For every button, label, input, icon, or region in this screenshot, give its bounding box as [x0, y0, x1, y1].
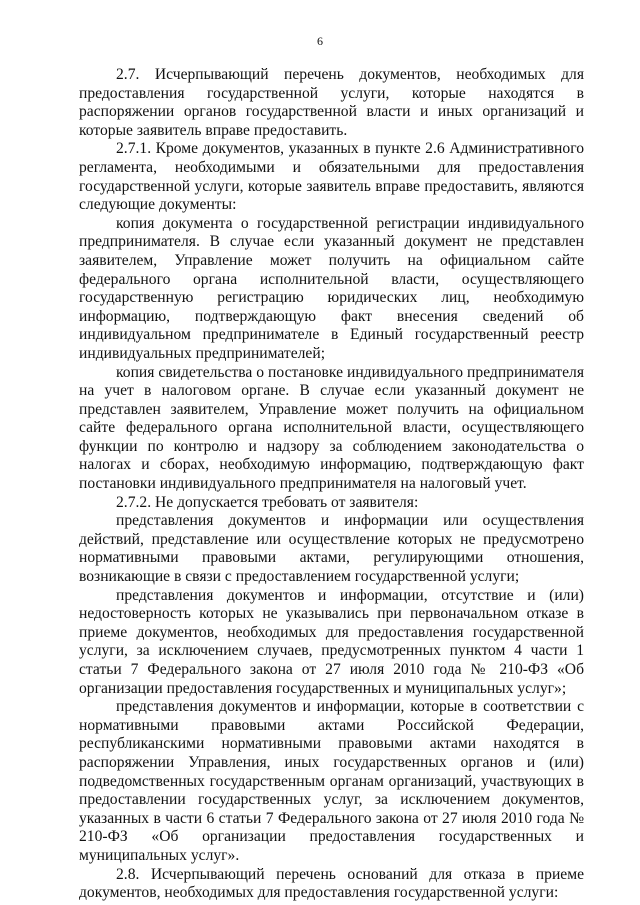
paragraph-prohibited-actions: представления документов и информации или осуществления действий, представление или осуществление которых не предусмотрено нормативными правовыми актами, регулирующими отношения, возникающие в связи с предоставлением государственной услуги; [79, 512, 584, 586]
paragraph-2-7: 2.7. Исчерпывающий перечень документов, необходимых для предоставления государственной услуги, которые находятся в распоряжении органов государственной власти и иных организаций и которые заявитель вправе предоставить. [79, 66, 584, 139]
paragraph-registration-copy: копия документа о государственной регистрации индивидуального предпринимателя. В случае если указанный документ не представлен заявителем, Управление может получить на официальном сайте федерального органа исполнительной власти, осуществляющего государственную регистрацию юридических лиц, необходимую информацию, подтверждающую факт внесения сведений об индивидуальном предпринимателе в Единый государственный реестр индивидуальных предпринимателей; [79, 214, 584, 362]
paragraph-tax-certificate-copy: копия свидетельства о постановке индивидуального предпринимателя на учет в налоговом органе. В случае если указанный документ не представлен заявителем, Управление может получить на официальном сайте федерального органа исполнительной власти, осуществляющего функции по контролю и надзору за соблюдением законодательства о налогах и сборах, необходимую информацию, подтверждающую факт постановки индивидуального предпринимателя на налоговый учет. [79, 363, 584, 493]
page-number: 6 [317, 34, 323, 48]
document-body [79, 66, 584, 903]
paragraph-2-7-2: 2.7.2. Не допускается требовать от заявителя: [116, 493, 419, 511]
paragraph-prohibited-information: представления документов и информации, которые в соответствии с нормативными правовыми актами Российской Федерации, республиканскими нормативными правовыми актами находятся в распоряжении Управления, иных государственных органов и (или) подведомственных государственным органам организаций, участвующих в предоставлении государственных услуг, за исключением документов, указанных в части 6 статьи 7 Федерального закона от 27 июля 2010 года № 210-ФЗ «Об организации предоставления государственных и муниципальных услуг». [79, 698, 584, 864]
paragraph-2-7-1: 2.7.1. Кроме документов, указанных в пункте 2.6 Административного регламента, необходимыми и обязательными для предоставления государственной услуги, которые заявитель вправе предоставить, являются следующие документы: [79, 140, 584, 214]
paragraph-2-8: 2.8. Исчерпывающий перечень оснований для отказа в приеме документов, необходимых для предоставления государственной услуги: [79, 865, 584, 902]
paragraph-prohibited-documents: представления документов и информации, отсутствие и (или) недостоверность которых не указывались при первоначальном отказе в приеме документов, необходимых для предоставления государственной услуги, за исключением случаев, предусмотренных пунктом 4 части 1 статьи 7 Федерального закона от 27 июля 2010 года № 210-ФЗ «Об организации предоставления государственных и муниципальных услуг»; [79, 586, 584, 697]
